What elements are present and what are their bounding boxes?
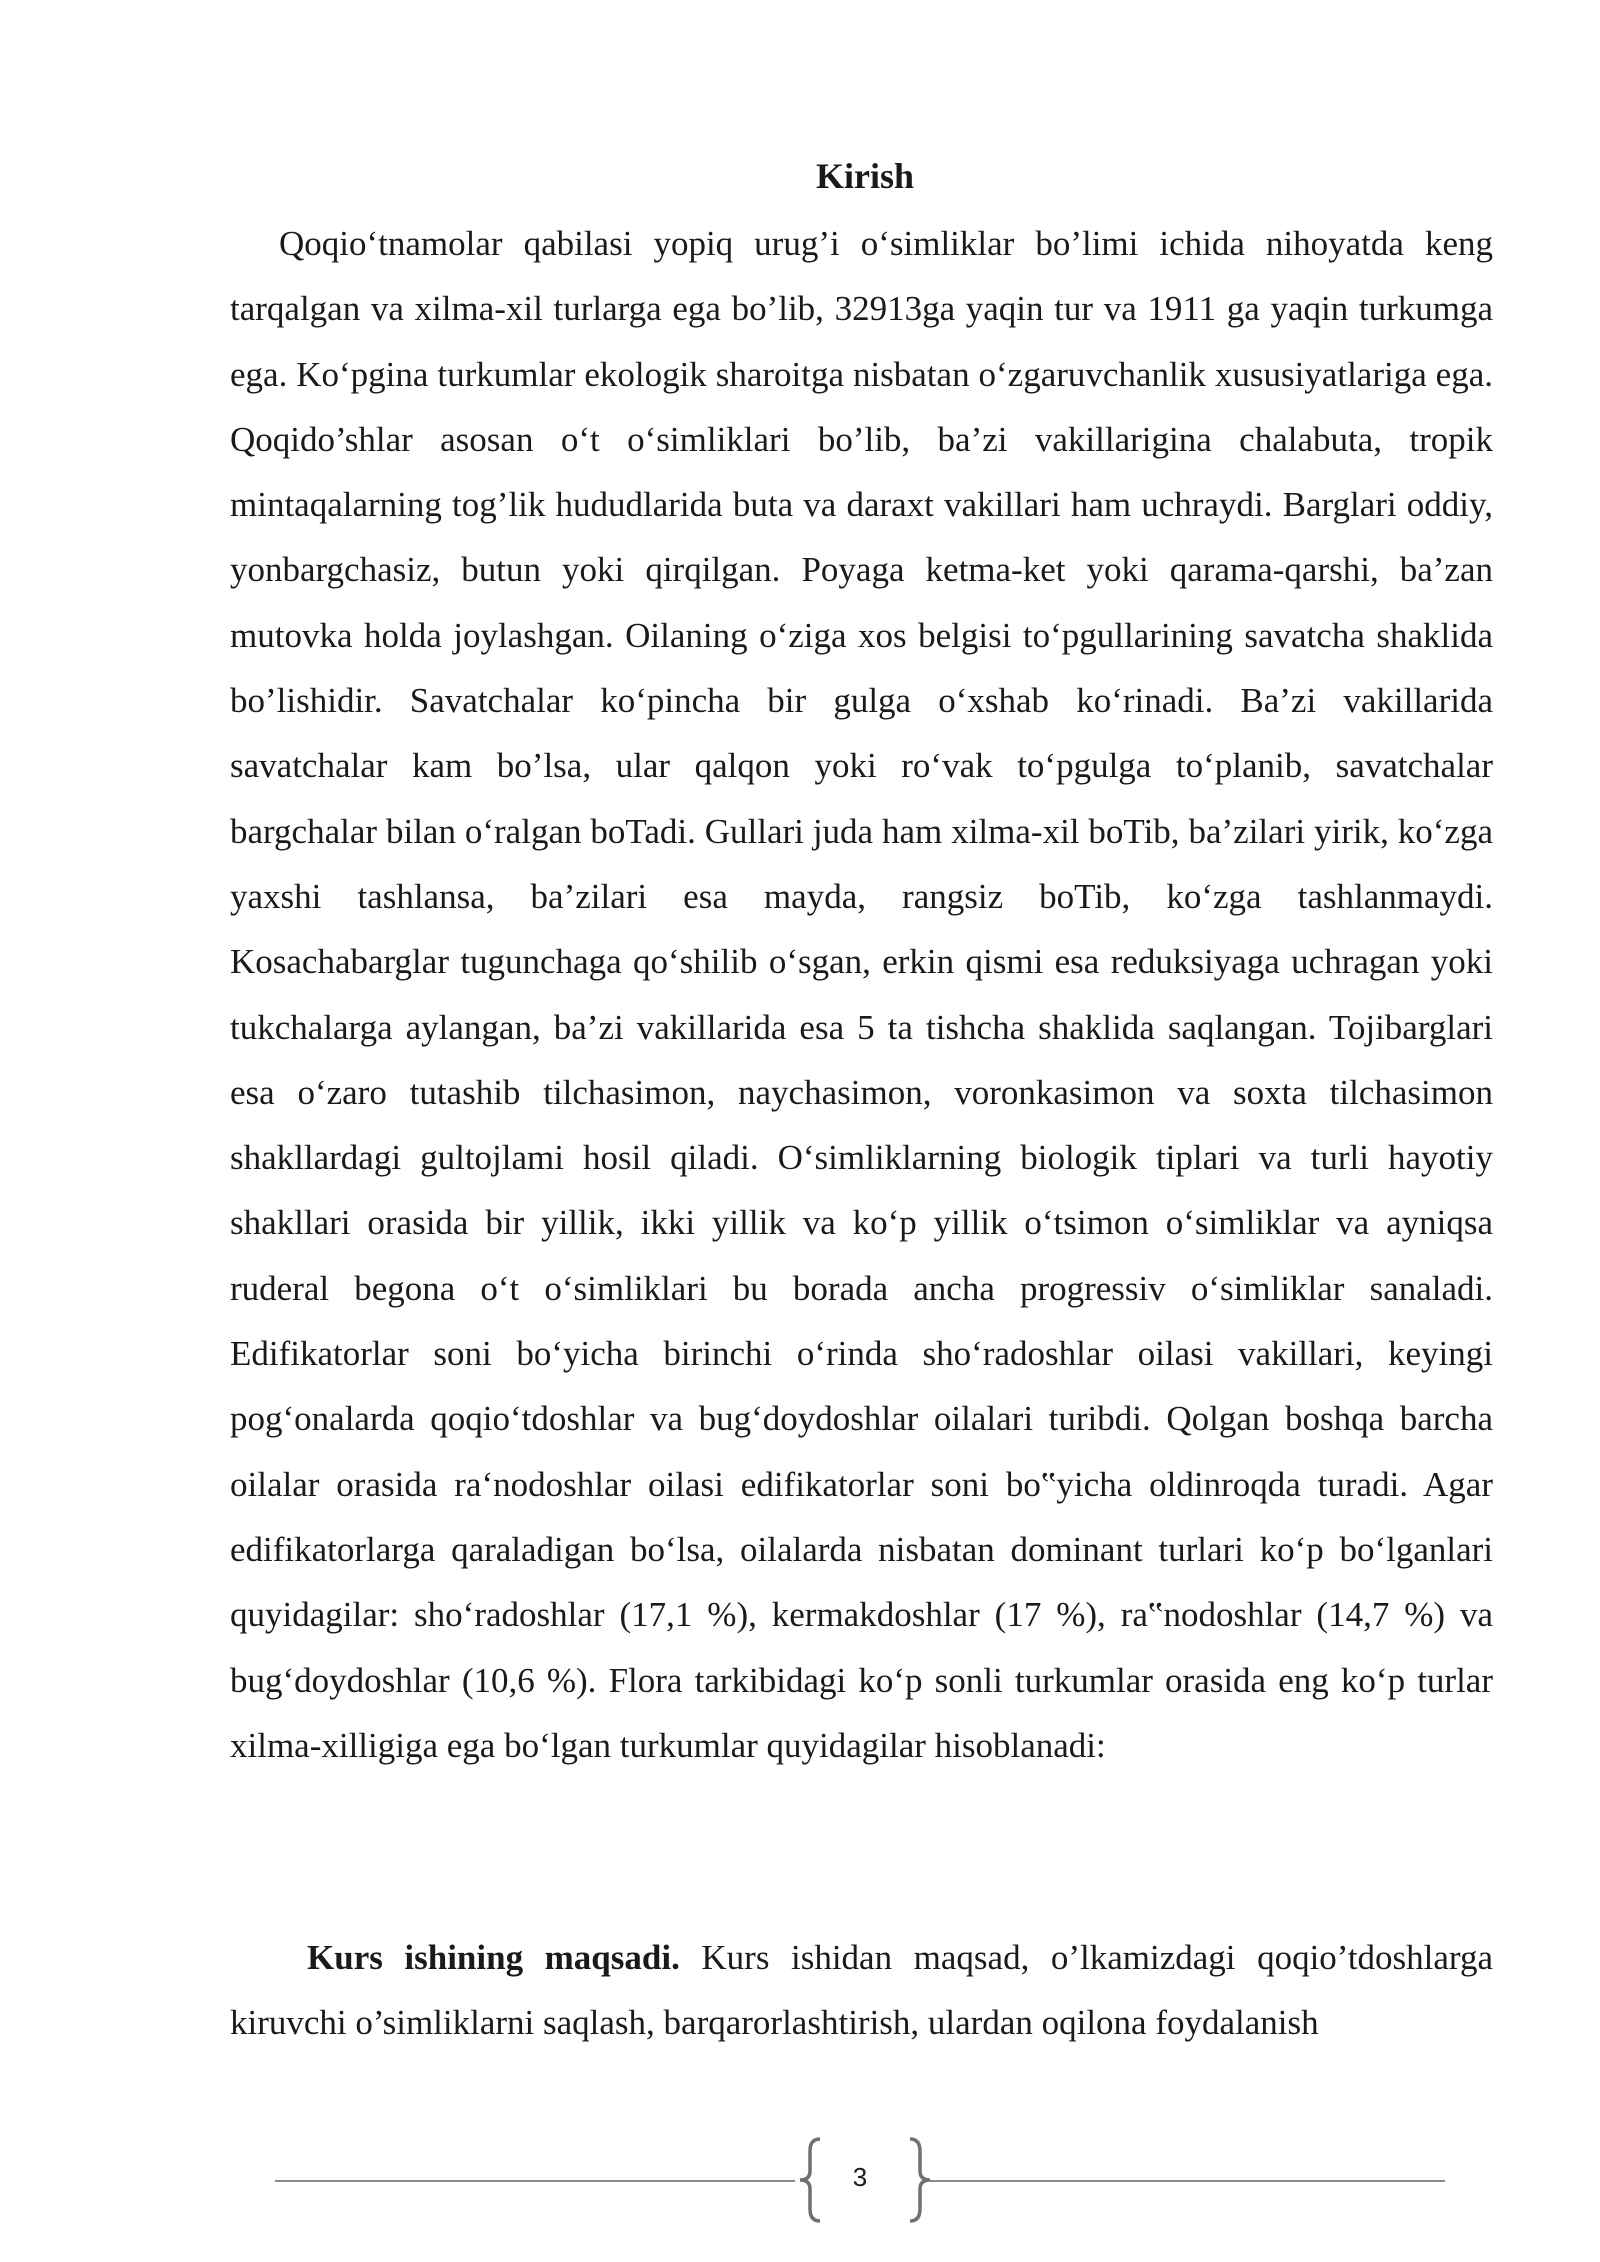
intro-paragraph: Qoqio‘tnamolar qabilasi yopiq urug’i o‘simliklar bo’limi ichida nihoyatda keng tarqalgan va xilma-xil turlarga ega bo’lib, 32913ga yaqin tur va 1911 ga yaqin turkumga ega. Ko‘pgina turkumlar ekologik sharoitga nisbatan o‘zgaruvchanlik xususiyatlariga ega. Qoqido’shlar asosan o‘t o‘simliklari bo’lib, ba’zi vakillarigina chalabuta, tropik mintaqalarning tog’lik hududlarida buta va daraxt vakillari ham uchraydi. Barglari oddiy, yonbargchasiz, butun yoki qirqilgan. Poyaga ketma-ket yoki qarama-qarshi, ba’zan mutovka holda joylashgan. Oilaning o‘ziga xos belgisi to‘pgullarining savatcha shaklida bo’lishidir. Savatchalar ko‘pincha bir gulga o‘xshab ko‘rinadi. Ba’zi vakillarida savatchalar kam bo’lsa, ular qalqon yoki ro‘vak to‘pgulga to‘planib, savatchalar bargchalar bilan o‘ralgan boTadi. Gullari juda ham xilma-xil boTib, ba’zilari yirik, ko‘zga yaxshi tashlansa, ba’zilari esa mayda, rangsiz boTib, ko‘zga tashlanmaydi. Kosachabarglar tugunchaga qo‘shilib o‘sgan, erkin qismi esa reduksiyaga uchragan yoki tukchalarga aylangan, ba’zi vakillarida esa 5 ta tishcha shaklida saqlangan. Tojibarglari esa o‘zaro tutashib tilchasimon, naychasimon, voronkasimon va soxta tilchasimon shakllardagi gultojlami hosil qiladi. O‘simliklarning biologik tiplari va turli hayotiy shakllari orasida bir yillik, ikki yillik va ko‘p yillik o‘tsimon o‘simliklar va ayniqsa ruderal begona o‘t o‘simliklari bu borada ancha progressiv o‘simliklar sanaladi. Edifikatorlar soni bo‘yicha birinchi o‘rinda sho‘radoshlar oilasi vakillari, keyingi pog‘onalarda qoqio‘tdoshlar va bug‘doydoshlar oilalari turibdi. Qolgan boshqa barcha oilalar orasida ra‘nodoshlar oilasi edifikatorlar soni bo‟yicha oldinroqda turadi. Agar edifikatorlarga qaraladigan bo‘lsa, oilalarda nisbatan dominant turlari ko‘p bo‘lganlari quyidagilar: sho‘radoshlar (17,1 %), kermakdoshlar (17 %), ra‟nodoshlar (14,7 %) va bug‘doydoshlar (10,6 %). Flora tarkibidagi ko‘p sonli turkumlar orasida eng ko‘p turlar xilma-xilligiga ega bo‘lgan turkumlar quyidagilar hisoblanadi:: [230, 224, 1493, 1765]
page-number: 3: [852, 2162, 868, 2192]
goal-paragraph: [230, 1925, 1493, 2056]
goal-paragraph-lead: Kurs ishining maqsadi.: [307, 1938, 680, 1977]
left-brace-icon: [790, 2135, 830, 2225]
footer-rule-right: [930, 2180, 1445, 2182]
footer-rule-left: [275, 2180, 795, 2182]
section-heading: Kirish: [815, 156, 914, 196]
goal-paragraph-text: Kurs ishidan maqsad, o’lkamizdagi qoqio’tdoshlarga kiruvchi o’simliklarni saqlash, barqarorlashtirish, ulardan oqilona foydalanish: [230, 1938, 1493, 2043]
